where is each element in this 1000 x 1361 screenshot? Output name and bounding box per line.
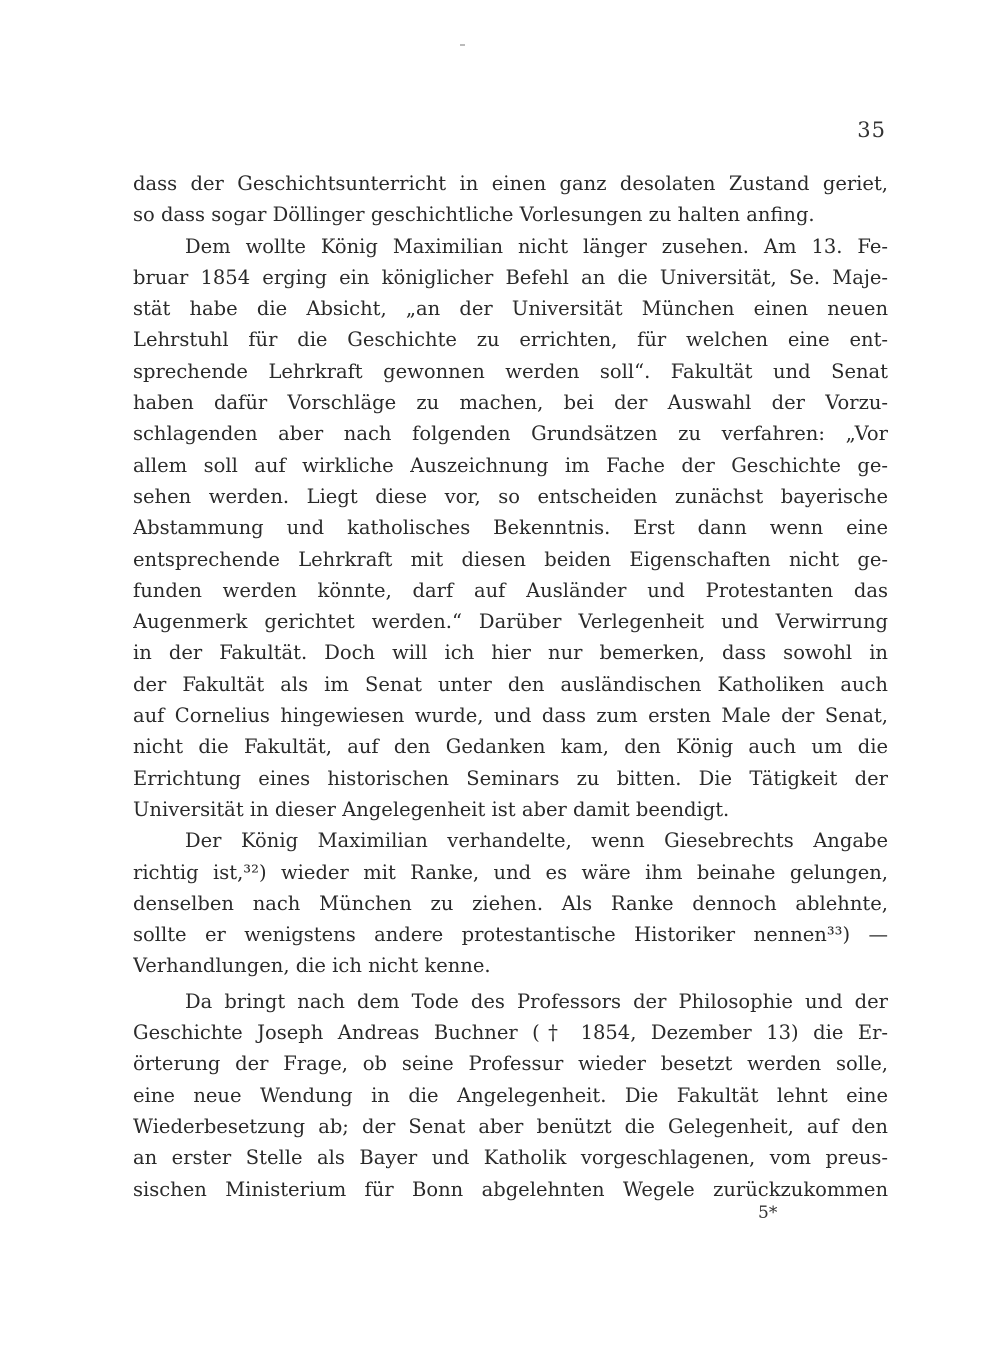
text-line: sollte er wenigstens andere protestantische Historiker nennen³³) — <box>133 923 888 947</box>
printer-signature: 5* <box>758 1203 778 1223</box>
text-line: Dem wollte König Maximilian nicht länger zusehen. Am 13. Fe- <box>185 234 888 258</box>
paragraph <box>133 825 888 981</box>
text-line: der Fakultät als im Senat unter den ausländischen Katholiken auch <box>133 672 888 696</box>
text-line: Universität in dieser Angelegenheit ist aber damit beendigt. <box>133 797 730 821</box>
text-line: Augenmerk gerichtet werden.“ Darüber Verlegenheit und Verwirrung <box>133 610 888 634</box>
text-line: auf Cornelius hingewiesen wurde, und dass zum ersten Male der Senat, <box>133 704 888 728</box>
text-line: haben dafür Vorschläge zu machen, bei der Auswahl der Vorzu- <box>133 391 888 415</box>
text-line: so dass sogar Döllinger geschichtliche Vorlesungen zu halten anfing. <box>133 203 815 227</box>
text-line: an erster Stelle als Bayer und Katholik vorgeschlagenen, vom preus- <box>133 1146 888 1170</box>
scan-mark <box>460 44 465 46</box>
text-line: örterung der Frage, ob seine Professur wieder besetzt werden solle, <box>133 1052 888 1076</box>
text-line: Lehrstuhl für die Geschichte zu errichten, für welchen eine ent- <box>133 328 888 352</box>
text-line: nicht die Fakultät, auf den Gedanken kam, den König auch um die <box>133 735 888 759</box>
text-line: sischen Ministerium für Bonn abgelehnten Wegele zurückzukommen <box>133 1177 888 1201</box>
text-line: bruar 1854 erging ein königlicher Befehl an die Universität, Se. Maje- <box>133 265 888 289</box>
text-line: Abstammung und katholisches Bekenntnis. Erst dann wenn eine <box>133 516 888 540</box>
page-number: 35 <box>857 118 886 142</box>
paragraph <box>133 168 888 231</box>
body-text <box>133 168 888 1205</box>
paragraph <box>133 231 888 826</box>
text-line: Wiederbesetzung ab; der Senat aber benützt die Gelegenheit, auf den <box>133 1114 888 1138</box>
text-line: eine neue Wendung in die Angelegenheit. Die Fakultät lehnt eine <box>133 1083 888 1107</box>
paragraph <box>133 986 888 1205</box>
text-line: Verhandlungen, die ich nicht kenne. <box>133 954 491 978</box>
text-line: schlagenden aber nach folgenden Grundsätzen zu verfahren: „Vor <box>133 422 888 446</box>
text-line: Errichtung eines historischen Seminars zu bitten. Die Tätigkeit der <box>133 766 888 790</box>
text-line: denselben nach München zu ziehen. Als Ranke dennoch ablehnte, <box>133 891 888 915</box>
text-line: Geschichte Joseph Andreas Buchner († 1854, Dezember 13) die Er- <box>133 1021 888 1045</box>
text-line: Der König Maximilian verhandelte, wenn Giesebrechts Angabe <box>185 829 888 853</box>
text-line: Da bringt nach dem Tode des Professors der Philosophie und der <box>185 989 888 1013</box>
text-line: richtig ist,³²) wieder mit Ranke, und es wäre ihm beinahe gelungen, <box>133 860 888 884</box>
text-line: stät habe die Absicht, „an der Universität München einen neuen <box>133 297 888 321</box>
text-line: entsprechende Lehrkraft mit diesen beiden Eigenschaften nicht ge- <box>133 547 888 571</box>
text-line: sprechende Lehrkraft gewonnen werden soll“. Fakultät und Senat <box>133 359 888 383</box>
text-line: dass der Geschichtsunterricht in einen ganz desolaten Zustand geriet, <box>133 172 888 195</box>
text-line: funden werden könnte, darf auf Ausländer und Protestanten das <box>133 578 888 602</box>
text-line: allem soll auf wirkliche Auszeichnung im Fache der Geschichte ge- <box>133 453 888 477</box>
text-line: in der Fakultät. Doch will ich hier nur bemerken, dass sowohl in <box>133 641 888 665</box>
text-line: sehen werden. Liegt diese vor, so entscheiden zunächst bayerische <box>133 484 888 508</box>
